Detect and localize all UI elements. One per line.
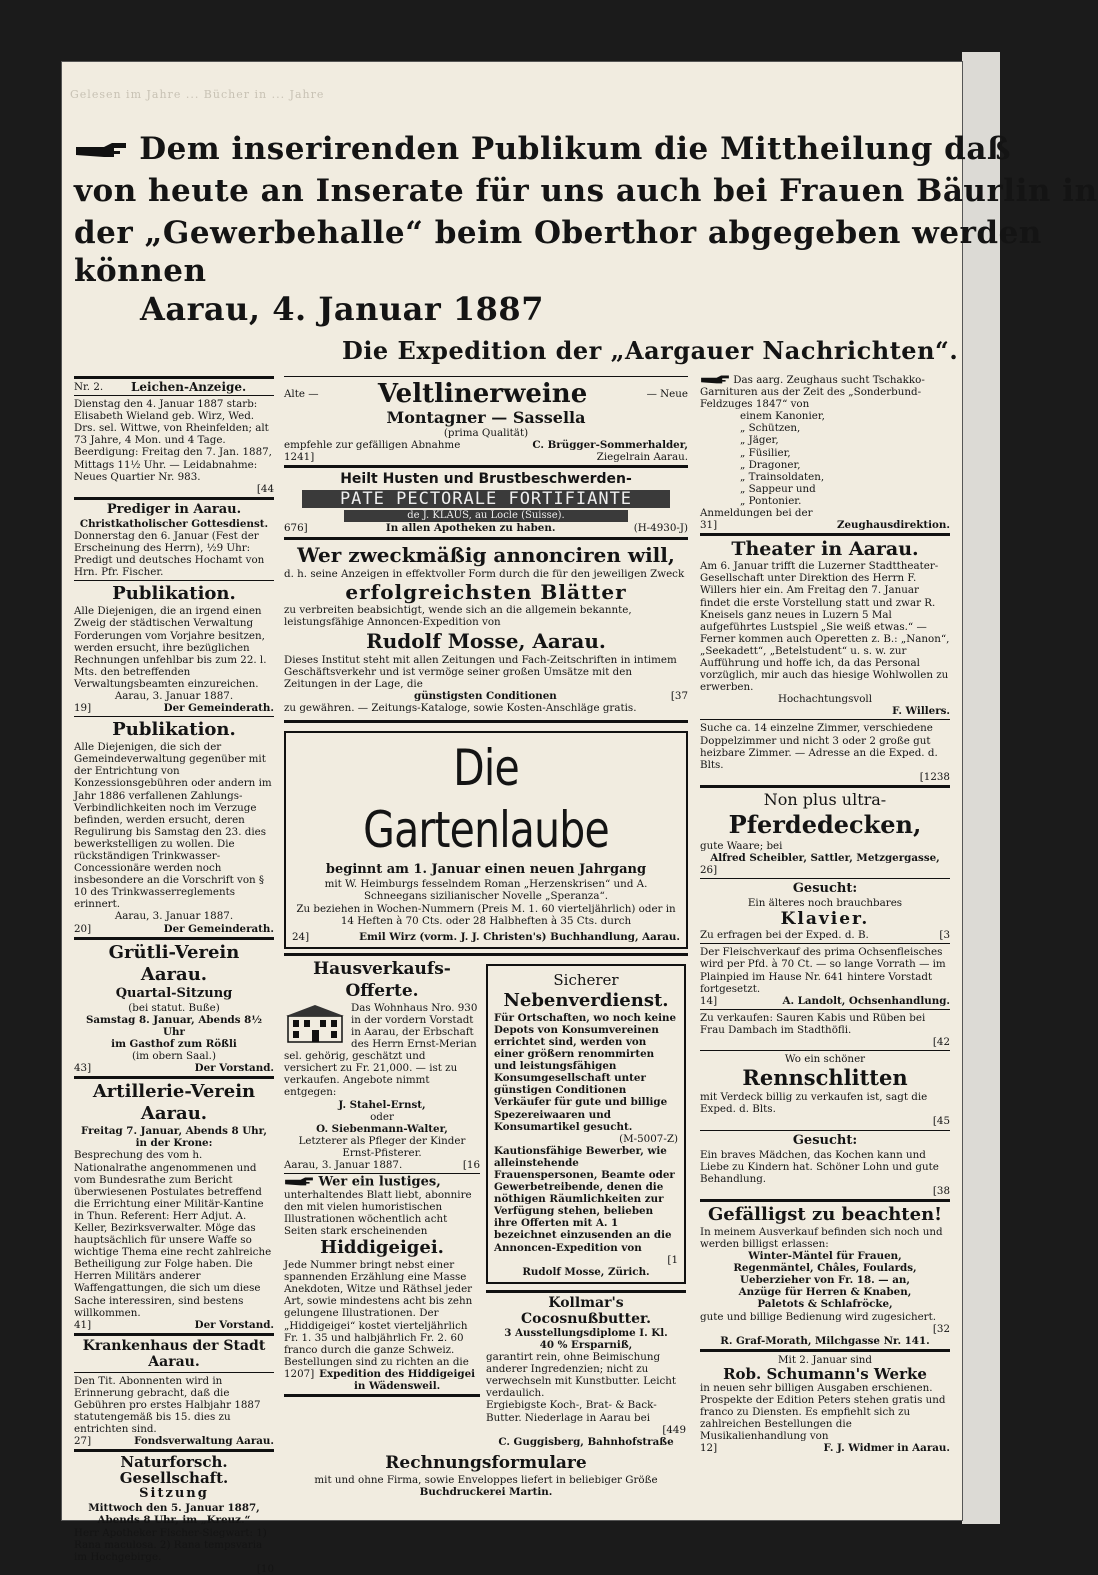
pub1-title: Publikation. — [112, 583, 236, 605]
renn-title: Rennschlitten — [742, 1065, 908, 1091]
list-item: „ Sappeur und — [740, 482, 816, 495]
prediger-text: Donnerstag den 6. Januar (Fest der Erscheinung des Herrn), ½9 Uhr: Predigt und deutsches Hochamt von Hrn. Pfr. Fischer. — [74, 529, 265, 579]
haus-text: Das Wohnhaus Nro. 930 in der vordern Vorstadt in Aarau, der Erbschaft des Herrn Ernst-Merian sel. gehörig, geschätzt und versichert zu Fr. 21,000. — ist zu verkaufen. Angebote nimmt entgegen: — [284, 1001, 478, 1099]
leichen-header: Nr. 2. Leichen-Anzeige. — [74, 380, 247, 394]
middle-column: Alte — Veltlinerweine — Neue Montagner — Sassella (prima Qualität) empfehle zur gefälligen Abnahme C. Brügger-Sommerhalder, 1241] Ziegelrain Aarau. Heilt Husten und Brustbeschwerden- PATE PECTORALE FORTIFIANTE de J. KLAUS, au Locle (Suisse). 676] In allen Apotheken zu haben. (H-4930-J) Wer zweckmäßig annonciren will, d. h. seine Anzeigen in effektvoller Form durch die für den jeweiligen Zweck erfolgreichsten Blätter zu verbreiten beabsichtigt, wende sich an die allgemein bekannte, leistungsfähige Annoncen-Expedition von Rudolf Mosse, Aarau. Dieses Institut steht mit allen Zeitungen und Fach-Zeitschriften in intimem Geschäftsverkehr und ist vermöge seiner großen Umsätze mit den Zeitungen in der Lage, die günstigsten Conditionen [37 zu gewähren. — Zeitungs-Kataloge, sowie Kosten-Anschläge gratis. Die Gartenlaube beginnt am 1. Januar einen neuen Jahrgang mit W. Heimburgs fesselndem Roman „Herzenskrisen“ und A. Schneegans sizilianischer Novelle „Speranza“. Zu beziehen in Wochen-Nummern (Preis M. 1. 60 vierteljährlich) oder in 14 Heften à 70 Cts. oder 28 Halbheften à 35 Cts. durch 24] Emil Wirz (vorm. J. J. Christen's) Buchhandlung, Aarau. Hausverkaufs-Offerte. Das Wohnhaus Nro. 930 in der vordern Vorstadt in Aarau, der Erbschaft des Herrn Ernst-Merian sel. gehörig, geschätzt und versichert zu Fr. 21,000. — ist zu verkaufen. Angebote nimmt entgegen: J. Stahel-Ernst, oder O. Siebenmann-Walter, Letzterer als Pfleger der Kinder Ernst-Pfisterer. Aarau, 3. Januar 1887. [16 Wer ein lustiges, unterhaltendes Blatt liebt, abonnire den mit vielen humoristischen Illustrationen wöchentlich acht Seiten stark erscheinenden Hiddigeigei. Jede Nummer bringt nebst einer spannenden Erzählung eine Masse Anekdoten, Witze und Räthsel jeder Art, sowie mindestens acht bis zehn gelungene Illustrationen. Der „Hiddigeigei“ kostet vierteljährlich Fr. 1. 35 und halbjährlich Fr. 2. 60 franco durch die ganze Schweiz. Bestellungen sind zu richten an die 1207] Expedition des Hiddigeigei in Wädensweil. Sicherer Nebenverdienst. Für Ortschaften, wo noch keine Depots von Konsumvereinen errichtet sind, werden von einer größern renommirten und leistungsfähigen Konsumgesellschaft unter günstigen Conditionen Verkäufer für gute und billige Spezereiwaaren und Konsumartikel gesucht. (M-5007-Z) Kautionsfähige Bewerber, wie alleinstehende Frauenspersonen, Beamte oder Gewerbetreibende, denen die nöthigen Räumlichkeiten zur Verfügung stehen, belieben ihre Offerten mit A. 1 bezeichnet einzusenden an die Annoncen-Expedition von [1 Rudolf Mosse, Zürich. Kollmar's Cocosnußbutter. 3 Ausstellungsdiplome I. Kl. 40 % Ersparniß, garantirt rein, ohne Beimischung anderer Ingredenzien; nicht zu verwechseln mit Kunstbutter. Leicht verdaulich. Ergiebigste Koch-, Brat- & Back-Butter. Niederlage in Aarau bei [449 C. Guggisberg, Bahnhofstraße Rechnungsformulare mit und ohne Firma, sowie Enveloppes liefert in beliebiger Größe Buchdruckerei Martin. — [284, 374, 688, 1514]
schu-title: Rob. Schumann's Werke — [723, 1364, 927, 1383]
pferd-title: Pferdedecken, — [728, 809, 922, 839]
leichen-title: Leichen-Anzeige. — [130, 380, 247, 394]
kranken-text: Den Tit. Abonnenten wird in Erinnerung gebracht, daß die Gebühren pro erstes Halbjahr 1887 statutengemäß bis 15. dies zu entrichten sind. — [74, 1374, 261, 1436]
klavier-title: Klavier. — [780, 909, 870, 930]
natur-title: Naturforsch. Gesellschaft. — [119, 1453, 229, 1488]
gef-title: Gefälligst zu beachten! — [707, 1203, 943, 1225]
list-item: „ Füsilier, — [740, 446, 791, 459]
haus-title: Hausverkaufs-Offerte. — [313, 958, 451, 1001]
middle-right-subcolumn: Sicherer Nebenverdienst. Für Ortschaften, wo noch keine Depots von Konsumvereinen errichtet sind, werden von einer größern renommirten und leistungsfähigen Konsumgesellschaft unter günstigen Conditionen Verkäufer für gute und billige Spezereiwaaren und Konsumartikel gesucht. (M-5007-Z) Kautionsfähige Bewerber, wie alleinstehende Frauenspersonen, Beamte oder Gewerbetreibende, denen die nöthigen Räumlichkeiten zur Verfügung stehen, belieben ihre Offerten mit A. 1 bezeichnet einzusenden an die Annoncen-Expedition von [1 Rudolf Mosse, Zürich. Kollmar's Cocosnußbutter. 3 Ausstellungsdiplome I. Kl. 40 % Ersparniß, garantirt rein, ohne Beimischung anderer Ingredenzien; nicht zu verwechseln mit Kunstbutter. Leicht verdaulich. Ergiebigste Koch-, Brat- & Back-Butter. Niederlage in Aarau bei [449 C. Guggisberg, Bahnhofstraße — [486, 958, 686, 1448]
left-column: Nr. 2. Leichen-Anzeige. Dienstag den 4. Januar 1887 starb: Elisabeth Wieland geb. Wirz, Wed. Drs. sel. Wittwe, von Rheinfelden; alt 73 Jahre, 4 Mon. und 4 Tage. Beerdigung: Freitag den 7. Jan. 1887, Mittags 11½ Uhr. — Leidabnahme: Neues Quartier Nr. 983. [44 Prediger in Aarau. Christkatholischer Gottesdienst. Donnerstag den 6. Januar (Fest der Erscheinung des Herrn), ½9 Uhr: Predigt und deutsches Hochamt von Hrn. Pfr. Fischer. Publikation. Alle Diejenigen, die an irgend einen Zweig der städtischen Verwaltung Forderungen vom Vorjahre besitzen, werden ersucht, ihre bezüglichen Rechnungen unfehlbar bis zum 22. l. Mts. den betreffenden Verwaltungsbeamten einzureichen. Aarau, 3. Januar 1887. 19] Der Gemeinderath. Publikation. Alle Diejenigen, die sich der Gemeindeverwaltung gegenüber mit der Entrichtung von Konzessionsgebühren oder andern im Jahr 1886 verfallenen Zahlungs-Verbindlichkeiten noch im Verzuge befinden, werden ersucht, deren Regulirung bis Samstag den 23. dies bewerkstelligen zu wollen. Die rückständigen Trinkwasser-Concessionäre werden noch insbesondere an die Vorschrift von § 10 des Trinkwasserreglements erinnert. Aarau, 3. Januar 1887. 20] Der Gemeinderath. Grütli-Verein Aarau. Quartal-Sitzung (bei statut. Buße) Samstag 8. Januar, Abends 8½ Uhr im Gasthof zum Rößli (im obern Saal.) 43] Der Vorstand. Artillerie-Verein Aarau. Freitag 7. Januar, Abends 8 Uhr, in der Krone: Besprechung des vom h. Nationalrathe angenommenen und vom Bundesrathe zum Bericht überwiesenen Postulates betreffend die Errichtung einer Militär-Kantine in Thun. Referent: Herr Adjut. A. Keller, Bezirksverwalter. Möge das hauptsächlich für unsere Waffe so wichtige Thema eine recht zahlreiche Betheiligung zur Folge haben. Die Herren Militärs anderer Waffengattungen, die sich um diese Sache interessiren, sind bestens willkommen. 41] Der Vorstand. Krankenhaus der Stadt Aarau. Den Tit. Abonnenten wird in Erinnerung gebracht, daß die Gebühren pro erstes Halbjahr 1887 statutengemäß bis 15. dies zu entrichten sind. 27] Fondsverwaltung Aarau. Naturforsch. Gesellschaft. Sitzung Mittwoch den 5. Januar 1887, Abends 8 Uhr, im „Kreuz.“ Herr Apotheker Fischer-Siegwart: 1) Rana maculosa. 2) Rana tempsvaria im Hochgebirge. [10 — [74, 374, 274, 1514]
pub1-text: Alle Diejenigen, die an irgend einen Zweig der städtischen Verwaltung Forderungen vom Vorjahre besitzen, werden ersucht, ihre bezüglichen Rechnungen unfehlbar bis zum 22. l. Mts. den betreffenden Verwaltungsbeamten einzureichen. — [74, 605, 267, 690]
middle-left-subcolumn: Hausverkaufs-Offerte. Das Wohnhaus Nro. 930 in der vordern Vorstadt in Aarau, der Erbschaft des Herrn Ernst-Merian sel. gehörig, geschätzt und versichert zu Fr. 21,000. — ist zu verkaufen. Angebote nimmt entgegen: J. Stahel-Ernst, oder O. Siebenmann-Walter, Letzterer als Pfleger der Kinder Ernst-Pfisterer. Aarau, 3. Januar 1887. [16 Wer ein lustiges, unterhaltendes Blatt liebt, abonnire den mit vielen humoristischen Illustrationen wöchentlich acht Seiten stark erscheinenden Hiddigeigei. Jede Nummer bringt nebst einer spannenden Erzählung eine Masse Anekdoten, Witze und Räthsel jeder Art, sowie mindestens acht bis zehn gelungene Illustrationen. Der „Hiddigeigei“ kostet vierteljährlich Fr. 1. 35 und halbjährlich Fr. 2. 60 franco durch die ganze Schweiz. Bestellungen sind zu richten an die 1207] Expedition des Hiddigeigei in Wädensweil. — [284, 958, 480, 1448]
rech-title: Rechnungsformulare — [385, 1452, 587, 1473]
pub2-text: Alle Diejenigen, die sich der Gemeindeverwaltung gegenüber mit der Entrichtung von Konzessionsgebühren oder andern im Jahr 1886 verfallenen Zahlungs-Verbindlichkeiten noch im Verzuge befinden, werden ersucht, deren Regulirung bis Samstag den 23. dies bewerkstelligen zu wollen. Die rückständigen Trinkwasser-Concessionäre werden noch insbesondere an die Vorschrift von § 10 des Trinkwasserreglements erinnert. — [74, 741, 272, 911]
banner-place-date: Aarau, 4. Januar 1887 — [140, 290, 544, 328]
hiddi-title: Hiddigeigei. — [320, 1237, 444, 1259]
gartenlaube-title: Die Gartenlaube — [363, 739, 609, 860]
banner-line-1 — [74, 128, 1011, 170]
banner-signature: Die Expedition der „Aargauer Nachrichten“. — [342, 336, 959, 365]
zeug-list — [700, 410, 950, 507]
gartenlaube-ad: Die Gartenlaube beginnt am 1. Januar einen neuen Jahrgang mit W. Heimburgs fesselndem Roman „Herzenskrisen“ und A. Schneegans sizilianischer Novelle „Speranza“. Zu beziehen in Wochen-Nummern (Preis M. 1. 60 vierteljährlich) oder in 14 Heften à 70 Cts. oder 28 Halbheften à 35 Cts. durch 24] Emil Wirz (vorm. J. J. Christen's) Buchhandlung, Aarau. — [284, 731, 688, 948]
ghost-header: Gelesen im Jahre ... Bücher in ... Jahre — [70, 88, 325, 101]
right-column: Das aarg. Zeughaus sucht Tschakko-Garnituren aus der Zeit des „Sonderbund-Feldzuges 1847“ von einem Kanonier, „ Schützen, „ Jäger, „ Füsilier, „ Dragoner, „ Trainsoldaten, „ Sappeur und „ Pontonier. Anmeldungen bei der 31] Zeughausdirektion. Theater in Aarau. Am 6. Januar trifft die Luzerner Stadttheater-Gesellschaft unter Direktion des Herrn F. Willers hier ein. Am Freitag den 7. Januar findet die erste Vorstellung statt und zwar R. Kneisels ganz neues in Luzern 5 Mal aufgeführtes Lustspiel „Sie weiß etwas.“ — Ferner kommen auch Operetten z. B.: „Nanon“, „Seekadett“, „Betelstudent“ u. s. w. zur Aufführung und hoffe ich, da das Personal vorzüglich, mir auch das hiesige Wohlwollen zu erwerben. Hochachtungsvoll F. Willers. Suche ca. 14 einzelne Zimmer, verschiedene Doppelzimmer und nicht 3 oder 2 große gut heizbare Zimmer. — Adresse an die Exped. d. Blts. [1238 Non plus ultra- Pferdedecken, gute Waare; bei Alfred Scheibler, Sattler, Metzgergasse, 26] Gesucht: Ein älteres noch brauchbares Klavier. Zu erfragen bei der Exped. d. B. [3 Der Fleischverkauf des prima Ochsenfleisches wird per Pfd. à 70 Ct. — so lange Vorrath — im Plainpied im Hause Nr. 641 hintere Vorstadt fortgesetzt. 14] A. Landolt, Ochsenhandlung. Zu verkaufen: Sauren Kabis und Rüben bei Frau Dambach im Stadthöfli. [42 Wo ein schöner Rennschlitten mit Verdeck billig zu verkaufen ist, sagt die Exped. d. Blts. [45 Gesucht: Ein braves Mädchen, das Kochen kann und Liebe zu Kindern hat. Schöner Lohn und gute Behandlung. [38 Gefälligst zu beachten! In meinem Ausverkauf befinden sich noch und werden billigst erlassen: Winter-Mäntel für Frauen, Regenmäntel, Châles, Foulards, Ueberzieher von Fr. 18. — an, Anzüge für Herren & Knaben, Paletots & Schlafröcke, gute und billige Bedienung wird zugesichert. [32 R. Graf-Morath, Milchgasse Nr. 141. Mit 2. Januar sind Rob. Schumann's Werke in neuen sehr billigen Ausgaben erschienen. Prospekte der Edition Peters stehen gratis und franco zu Diensten. Es empfiehlt sich zu zahlreichen Bestellungen die Musikalienhandlung von 12] F. J. Widmer in Aarau. — [700, 374, 950, 1455]
mosse-name: Rudolf Mosse, Aarau. — [366, 628, 606, 653]
leichen-text: Dienstag den 4. Januar 1887 starb: Elisabeth Wieland geb. Wirz, Wed. Drs. sel. Wittwe, von Rheinfelden; alt 73 Jahre, 4 Mon. und 4 Tage. Beerdigung: Freitag den 7. Jan. 1887, Mittags 11½ Uhr. — Leidabnahme: Neues Quartier Nr. 983. — [74, 398, 272, 483]
pate-title: PATE PECTORALE FORTIFIANTE — [302, 490, 670, 508]
list-item: „ Pontonier. — [740, 494, 802, 507]
page-edge-strip — [962, 52, 1000, 1524]
pub2-title: Publikation. — [112, 719, 236, 741]
koll-title: Kollmar's Cocosnußbutter. — [521, 1294, 651, 1327]
banner-line-3: der „Gewerbehalle“ beim Oberthor abgegeben werden — [74, 215, 1042, 251]
banner-text-1: Dem inserirenden Publikum die Mittheilung daß — [139, 131, 1011, 167]
pointing-hand-icon — [700, 374, 730, 386]
mosse-title: Wer zweckmäßig annonciren will, — [297, 542, 675, 567]
velt-title: Veltlinerweine — [377, 379, 588, 409]
artillerie-text: Besprechung des vom h. Nationalrathe angenommenen und vom Bundesrathe zum Bericht überwiesenen Postulates betreffend die Errichtung einer Militär-Kantine in Thun. Referent: Herr Adjut. A. Keller, Bezirksverwalter. Möge das hauptsächlich für unsere Waffe so wichtige Thema eine recht zahlreiche Betheiligung zur Folge haben. Die Herren Militärs anderer Waffengattungen, die sich um diese Sache interessiren, sind bestens willkommen. — [74, 1149, 272, 1319]
list-item: „ Trainsoldaten, — [740, 470, 825, 483]
neben-title: Nebenverdienst. — [503, 989, 669, 1011]
pointing-hand-icon — [284, 1176, 314, 1188]
list-item: „ Schützen, — [740, 422, 801, 435]
banner-line-4: können — [74, 253, 207, 289]
artillerie-title: Artillerie-Verein Aarau. — [92, 1081, 256, 1125]
list-item: „ Jäger, — [740, 434, 779, 447]
pointing-hand-icon — [74, 141, 128, 161]
theater-title: Theater in Aarau. — [731, 538, 919, 561]
velt-header: Alte — Veltlinerweine — Neue — [284, 379, 688, 409]
list-item: „ Dragoner, — [740, 458, 801, 471]
newspaper-page — [62, 62, 1098, 1575]
gruetli-title: Grütli-Verein Aarau. — [108, 941, 240, 985]
kranken-title: Krankenhaus der Stadt Aarau. — [82, 1337, 266, 1370]
prediger-title: Prediger in Aarau. — [106, 501, 242, 517]
banner-line-2: von heute an Inserate für uns auch bei Frauen Bäurlin in — [74, 173, 1098, 209]
list-item: einem Kanonier, — [740, 410, 825, 423]
nebenverdienst-ad: Sicherer Nebenverdienst. Für Ortschaften, wo noch keine Depots von Konsumvereinen errichtet sind, werden von einer größern renommirten und leistungsfähigen Konsumgesellschaft unter günstigen Conditionen Verkäufer für gute und billige Spezereiwaaren und Konsumartikel gesucht. (M-5007-Z) Kautionsfähige Bewerber, wie alleinstehende Frauenspersonen, Beamte oder Gewerbetreibende, denen die nöthigen Räumlichkeiten zur Verfügung stehen, belieben ihre Offerten mit A. 1 bezeichnet einzusenden an die Annoncen-Expedition von [1 Rudolf Mosse, Zürich. — [486, 964, 686, 1284]
house-illustration-icon — [284, 1002, 346, 1044]
